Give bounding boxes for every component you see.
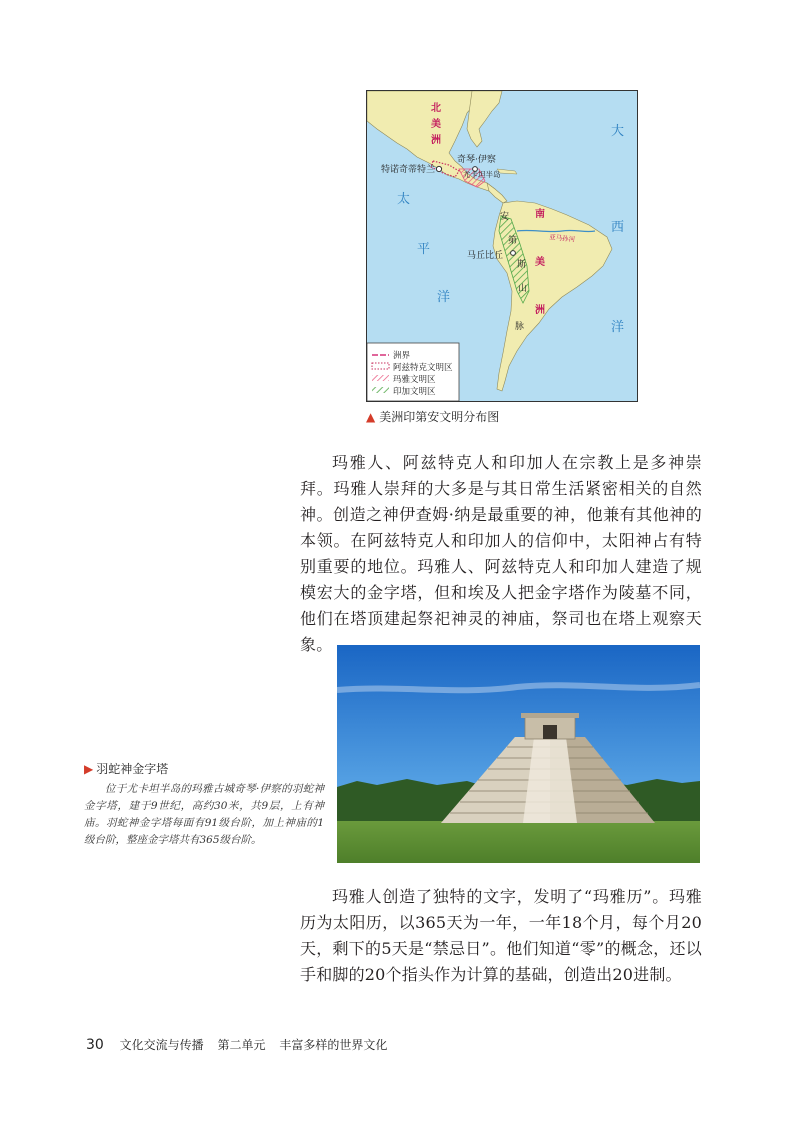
map-graphic [367,91,637,401]
caption-triangle-icon: ▲ [366,410,376,424]
legend-label-boundary: 洲界 [393,351,411,361]
map-caption-text: 美洲印第安文明分布图 [379,410,500,424]
legend-label-inca: 印加文明区 [393,387,436,397]
americas-civilization-map [366,90,638,402]
andes-char-3: 斯 [517,260,527,270]
atlantic-char-2: 西 [611,220,625,235]
legend-label-aztec: 阿兹特克文明区 [393,363,453,373]
unit-number: 第二单元 [217,1038,266,1052]
andes-char-2: 第 [508,236,518,246]
chichen-itza-label: 奇琴·伊察 [457,155,496,165]
calendar-paragraph-text: 玛雅人创造了独特的文字，发明了“玛雅历”。玛雅历为太阳历，以365天为一年，一年18个月，每个月20天，剩下的5天是“禁忌日”。他们知道“零”的概念，还以手和脚的20个指头作为计算的基础，创造出20进制。 [300,887,702,984]
pacific-char-1: 太 [397,192,411,207]
map-caption [366,408,499,425]
legend-swatch-inca [372,387,389,393]
pacific-char-3: 洋 [437,290,451,305]
map-legend [367,343,459,401]
religion-paragraph-text: 玛雅人、阿兹特克人和印加人在宗教上是多神崇拜。玛雅人崇拜的大多是与其日常生活紧密相关的自然神。创造之神伊查姆·纳是最重要的神，他兼有其他神的本领。在阿兹特克人和印加人的信仰中，太阳神占有特别重要的地位。玛雅人、阿兹特克人和印加人建造了规模宏大的金字塔，但和埃及人把金字塔作为陵墓不同，他们在塔顶建起祭祀神灵的神庙，祭司也在塔上观察天象。 [300,453,702,654]
sa-char-3: 洲 [535,305,545,316]
pyramid-photo [337,645,700,863]
na-char-1: 北 [431,103,441,114]
caption-arrow-icon: ▶ [84,762,94,776]
legend-label-maya: 玛雅文明区 [393,375,436,385]
atlantic-char-1: 大 [611,124,625,139]
atlantic-char-3: 洋 [611,320,625,335]
north-america-label [431,102,441,146]
tenochtitlan-dot [436,166,441,171]
calendar-paragraph [300,884,702,988]
na-char-3: 洲 [431,135,441,146]
pyramid-caption [84,760,324,849]
andes-char-1: 安 [500,212,510,222]
andes-char-5: 脉 [515,322,525,332]
pyramid-caption-body: 位于尤卡坦半岛的玛雅古城奇琴·伊察的羽蛇神金字塔，建于9世纪，高约30米，共9层，上有神庙。羽蛇神金字塔每面有91级台阶，加上神庙的1级台阶，整座金字塔共有365级台阶。 [84,783,324,846]
pyramid-caption-title [84,760,324,777]
machu-picchu-dot [511,251,516,256]
page-footer [86,1036,397,1053]
tenochtitlan-label: 特诺奇蒂特兰 [381,165,436,175]
page-number: 30 [86,1037,104,1053]
pyramid-caption-title-text: 羽蛇神金字塔 [96,762,169,776]
na-char-2: 美 [431,119,441,130]
amazon-label: 亚马孙河 [548,233,576,244]
yucatan-label: 尤卡坦半岛 [463,170,501,179]
sa-char-1: 南 [535,209,545,220]
unit-title: 丰富多样的世界文化 [279,1038,388,1052]
andes-char-4: 山 [518,284,528,294]
sa-char-2: 美 [535,257,545,268]
book-title: 文化交流与传播 [119,1038,204,1052]
pyramid-image [337,645,700,863]
legend-swatch-maya [372,375,389,381]
machu-picchu-label: 马丘比丘 [467,251,504,261]
religion-paragraph [300,450,702,658]
pacific-char-2: 平 [417,242,431,257]
